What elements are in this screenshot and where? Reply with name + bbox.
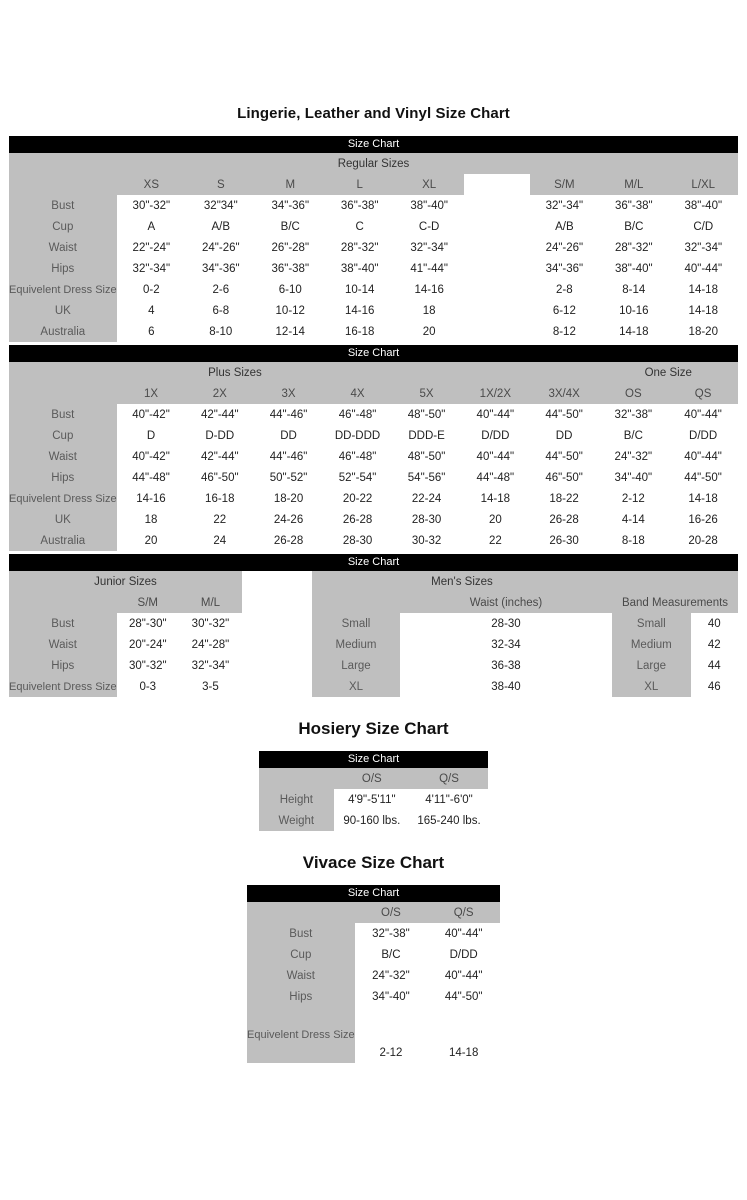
- cell: 18-22: [530, 488, 599, 509]
- cell: 18: [117, 509, 186, 530]
- cell: 32"-38": [598, 404, 668, 425]
- row-label-large: Large: [612, 655, 691, 676]
- mens-sizes-table: [312, 571, 612, 697]
- cell: 24"-26": [530, 237, 599, 258]
- cell: 40"-44": [461, 404, 530, 425]
- table-row: [9, 446, 738, 467]
- col-head-2x: 2X: [185, 383, 254, 404]
- col-head-band-measurements: Band Measurements: [612, 592, 738, 613]
- junior-mens-row: [9, 571, 738, 697]
- col-head-4x: 4X: [323, 383, 392, 404]
- cell: 2-8: [530, 279, 599, 300]
- cell: D/DD: [461, 425, 530, 446]
- table-row: [9, 676, 242, 697]
- cell: 38"-40": [669, 195, 738, 216]
- table-row: [312, 634, 612, 655]
- cell: D/DD: [668, 425, 738, 446]
- cell: 32"-34": [179, 655, 242, 676]
- cell: 38"-40": [599, 258, 668, 279]
- table-row: [9, 300, 738, 321]
- col-head-os: OS: [598, 383, 668, 404]
- hosiery-table: [259, 768, 488, 831]
- table-header-row: [312, 592, 612, 613]
- cell: 28-30: [323, 530, 392, 551]
- cell: 28"-32": [599, 237, 668, 258]
- cell: 24"-32": [355, 965, 428, 986]
- table-row: [9, 467, 738, 488]
- cell: 46"-50": [185, 467, 254, 488]
- row-label-large: Large: [312, 655, 400, 676]
- cell: 18-20: [254, 488, 323, 509]
- row-label-australia: Australia: [9, 530, 117, 551]
- cell: DDD-E: [392, 425, 461, 446]
- table-subhead-row: [312, 571, 612, 592]
- cell: 40"-44": [461, 446, 530, 467]
- cell: 32"-38": [355, 923, 428, 944]
- cell: 30"-32": [117, 655, 179, 676]
- cell: 16-18: [185, 488, 254, 509]
- cell: 36"-38": [599, 195, 668, 216]
- cell: 32"-34": [394, 237, 463, 258]
- table-row: [312, 655, 612, 676]
- table-row: [9, 258, 738, 279]
- cell: 30-32: [392, 530, 461, 551]
- cell: 10-14: [325, 279, 394, 300]
- row-label-bust: Bust: [9, 613, 117, 634]
- cell: 20: [117, 530, 186, 551]
- cell: 6-8: [186, 300, 255, 321]
- cell: 36-38: [400, 655, 612, 676]
- bottom-spacer: [0, 1063, 747, 1163]
- cell: 48"-50": [392, 404, 461, 425]
- cell: 3-5: [179, 676, 242, 697]
- cell: 44"-50": [530, 446, 599, 467]
- cell: 8-14: [599, 279, 668, 300]
- col-head-ml: M/L: [179, 592, 242, 613]
- cell: 26-28: [323, 509, 392, 530]
- cell: 44"-50": [530, 404, 599, 425]
- cell: 36"-38": [325, 195, 394, 216]
- row-label-hips: Hips: [247, 986, 355, 1007]
- table-row: [312, 613, 612, 634]
- col-head-0: [9, 383, 117, 404]
- row-label-hips: Hips: [9, 258, 117, 279]
- cell: 46: [691, 676, 738, 697]
- cell: 28-30: [392, 509, 461, 530]
- row-label-medium: Medium: [312, 634, 400, 655]
- row-label-cup: Cup: [9, 425, 117, 446]
- plus-sizes-section: [9, 345, 738, 551]
- cell: 28"-30": [117, 613, 179, 634]
- plus-subhead: Plus Sizes: [9, 362, 461, 383]
- col-head-m: M: [256, 174, 325, 195]
- cell: 0-3: [117, 676, 179, 697]
- row-label-equivalent-dress-size: Equivelent Dress Size: [247, 1007, 355, 1063]
- row-label-uk: UK: [9, 300, 117, 321]
- cell: 2-12: [355, 1007, 428, 1063]
- col-head-1x: 1X: [117, 383, 186, 404]
- col-head-sm: S/M: [117, 592, 179, 613]
- col-head-0: [9, 592, 117, 613]
- cell: 40: [691, 613, 738, 634]
- row-label-uk: UK: [9, 509, 117, 530]
- cell: C/D: [669, 216, 738, 237]
- cell: 32-34: [400, 634, 612, 655]
- col-head-3x4x: 3X/4X: [530, 383, 599, 404]
- cell: 22-24: [392, 488, 461, 509]
- cell: 4'11"-6'0": [410, 789, 488, 810]
- band-measurements-spacer: [612, 571, 738, 592]
- band-measurements-section: [612, 571, 738, 697]
- row-label-equivalent-dress-size: Equivelent Dress Size: [9, 676, 117, 697]
- table-header-row: [259, 768, 488, 789]
- junior-mens-size-chart-band: Size Chart: [9, 554, 738, 571]
- col-head-qs: Q/S: [410, 768, 488, 789]
- cell: 38-40: [400, 676, 612, 697]
- cell: 16-18: [325, 321, 394, 342]
- cell: 14-18: [669, 300, 738, 321]
- col-head-os: O/S: [334, 768, 410, 789]
- table-row: [612, 676, 738, 697]
- cell: A/B: [186, 216, 255, 237]
- table-row: [9, 404, 738, 425]
- col-head-5x: 5X: [392, 383, 461, 404]
- vivace-size-chart-band: Size Chart: [247, 885, 500, 902]
- table-row: [612, 655, 738, 676]
- cell: 38"-40": [394, 195, 463, 216]
- cell: 14-16: [117, 488, 186, 509]
- cell: 14-18: [668, 488, 738, 509]
- cell-spacer: [464, 195, 530, 216]
- one-size-subhead: One Size: [598, 362, 738, 383]
- cell: 50"-52": [254, 467, 323, 488]
- cell-spacer: [464, 258, 530, 279]
- col-head-os: O/S: [355, 902, 428, 923]
- plus-sizes-table: [9, 362, 738, 551]
- cell: 18-20: [669, 321, 738, 342]
- cell-spacer: [464, 216, 530, 237]
- cell: 34"-36": [256, 195, 325, 216]
- cell: 34"-40": [598, 467, 668, 488]
- junior-subhead: Junior Sizes: [9, 571, 242, 592]
- row-label-small: Small: [312, 613, 400, 634]
- cell: 46"-48": [323, 404, 392, 425]
- cell: B/C: [355, 944, 428, 965]
- cell: D: [117, 425, 186, 446]
- cell-spacer: [464, 300, 530, 321]
- row-label-xl: XL: [312, 676, 400, 697]
- row-label-hips: Hips: [9, 467, 117, 488]
- row-label-xl: XL: [612, 676, 691, 697]
- cell: 46"-50": [530, 467, 599, 488]
- table-row: [9, 634, 242, 655]
- cell: 20"-24": [117, 634, 179, 655]
- cell: 4: [117, 300, 186, 321]
- page-title: Lingerie, Leather and Vinyl Size Chart: [237, 105, 510, 122]
- row-label-height: Height: [259, 789, 334, 810]
- cell: 46"-48": [323, 446, 392, 467]
- row-label-cup: Cup: [247, 944, 355, 965]
- table-row: [9, 655, 242, 676]
- cell: 30"-32": [117, 195, 186, 216]
- cell: 14-18: [461, 488, 530, 509]
- cell: 40"-44": [427, 965, 500, 986]
- cell: D/DD: [427, 944, 500, 965]
- cell: 4'9"-5'11": [334, 789, 410, 810]
- cell-spacer: [464, 237, 530, 258]
- table-row: [9, 195, 738, 216]
- cell: 6: [117, 321, 186, 342]
- cell: 18: [394, 300, 463, 321]
- table-subhead-row: [9, 153, 738, 174]
- vivace-table: [247, 902, 500, 1063]
- cell: 26-28: [254, 530, 323, 551]
- row-label-waist: Waist: [9, 237, 117, 258]
- col-head-0: [9, 174, 117, 195]
- cell: 22"-24": [117, 237, 186, 258]
- table-row: [9, 321, 738, 342]
- cell: 36"-38": [256, 258, 325, 279]
- band-measurements-table: [612, 571, 738, 697]
- row-label-small: Small: [612, 613, 691, 634]
- cell: 40"-44": [668, 404, 738, 425]
- row-label-cup: Cup: [9, 216, 117, 237]
- table-header-row: [247, 902, 500, 923]
- cell: 32"-34": [530, 195, 599, 216]
- cell: 6-12: [530, 300, 599, 321]
- cell: D-DD: [185, 425, 254, 446]
- cell: 16-26: [668, 509, 738, 530]
- col-head-waist-inches: Waist (inches): [400, 592, 612, 613]
- cell: 44"-48": [117, 467, 186, 488]
- table-row: [247, 923, 500, 944]
- col-head-3x: 3X: [254, 383, 323, 404]
- cell: 14-16: [394, 279, 463, 300]
- table-row: [247, 965, 500, 986]
- cell: 40"-44": [427, 923, 500, 944]
- cell: 14-16: [325, 300, 394, 321]
- cell: 41"-44": [394, 258, 463, 279]
- cell: 20-28: [668, 530, 738, 551]
- cell: 14-18: [427, 1007, 500, 1063]
- regular-subhead: Regular Sizes: [9, 153, 738, 174]
- table-row: [9, 488, 738, 509]
- cell: 34"-36": [530, 258, 599, 279]
- cell: 0-2: [117, 279, 186, 300]
- cell: 165-240 lbs.: [410, 810, 488, 831]
- cell: 12-14: [256, 321, 325, 342]
- row-label-bust: Bust: [247, 923, 355, 944]
- table-row: [247, 1007, 500, 1063]
- table-row: [247, 944, 500, 965]
- cell: 28"-32": [325, 237, 394, 258]
- plus-subhead-spacer: [461, 362, 599, 383]
- cell: 26-28: [530, 509, 599, 530]
- cell: 24"-32": [598, 446, 668, 467]
- col-head-0: [259, 768, 334, 789]
- cell: 40"-44": [669, 258, 738, 279]
- plus-size-chart-band: Size Chart: [9, 345, 738, 362]
- cell: 20-22: [323, 488, 392, 509]
- cell: A: [117, 216, 186, 237]
- col-head-qs: Q/S: [427, 902, 500, 923]
- cell: 32"34": [186, 195, 255, 216]
- vivace-section: [247, 885, 500, 1063]
- table-header-row: [9, 174, 738, 195]
- table-header-row: [9, 383, 738, 404]
- row-label-equivalent-dress-size: Equivelent Dress Size: [9, 279, 117, 300]
- cell: 26-30: [530, 530, 599, 551]
- cell: 40"-42": [117, 404, 186, 425]
- col-head-spacer: [464, 174, 530, 195]
- row-label-waist: Waist: [9, 446, 117, 467]
- cell: 44"-50": [668, 467, 738, 488]
- cell: 44"-50": [427, 986, 500, 1007]
- cell: 44"-46": [254, 404, 323, 425]
- cell: 10-12: [256, 300, 325, 321]
- table-row: [9, 425, 738, 446]
- table-header-row: [612, 592, 738, 613]
- cell: 2-12: [598, 488, 668, 509]
- cell: B/C: [599, 216, 668, 237]
- regular-sizes-section: [9, 136, 738, 342]
- row-label-waist: Waist: [247, 965, 355, 986]
- cell: 8-10: [186, 321, 255, 342]
- table-subhead-row: [9, 571, 242, 592]
- row-label-australia: Australia: [9, 321, 117, 342]
- cell: 42"-44": [185, 446, 254, 467]
- cell: 2-6: [186, 279, 255, 300]
- cell: A/B: [530, 216, 599, 237]
- cell: 14-18: [599, 321, 668, 342]
- cell: DD: [254, 425, 323, 446]
- table-row: [612, 634, 738, 655]
- table-header-row: [9, 592, 242, 613]
- mens-sizes-section: [312, 571, 612, 697]
- cell: 44"-48": [461, 467, 530, 488]
- cell: B/C: [256, 216, 325, 237]
- cell: 42"-44": [185, 404, 254, 425]
- row-label-hips: Hips: [9, 655, 117, 676]
- table-row: [612, 613, 738, 634]
- row-label-bust: Bust: [9, 195, 117, 216]
- cell-spacer: [464, 321, 530, 342]
- cell: 24: [185, 530, 254, 551]
- row-label-waist: Waist: [9, 634, 117, 655]
- cell: 48"-50": [392, 446, 461, 467]
- row-label-equivalent-dress-size: Equivelent Dress Size: [9, 488, 117, 509]
- cell: 44"-46": [254, 446, 323, 467]
- col-head-xs: XS: [117, 174, 186, 195]
- cell: B/C: [598, 425, 668, 446]
- cell: 22: [185, 509, 254, 530]
- cell: 54"-56": [392, 467, 461, 488]
- table-row: [259, 810, 488, 831]
- cell: 44: [691, 655, 738, 676]
- table-row: [9, 509, 738, 530]
- cell: 8-12: [530, 321, 599, 342]
- table-row: [312, 676, 612, 697]
- cell: 34"-36": [186, 258, 255, 279]
- table-row: [9, 237, 738, 258]
- cell: 40"-44": [668, 446, 738, 467]
- cell: C: [325, 216, 394, 237]
- col-head-qs: QS: [668, 383, 738, 404]
- cell: 4-14: [598, 509, 668, 530]
- table-row: [9, 279, 738, 300]
- cell: 28-30: [400, 613, 612, 634]
- cell: 52"-54": [323, 467, 392, 488]
- cell: 32"-34": [669, 237, 738, 258]
- cell: 14-18: [669, 279, 738, 300]
- table-row: [9, 613, 242, 634]
- cell: 20: [461, 509, 530, 530]
- cell: 34"-40": [355, 986, 428, 1007]
- hosiery-size-chart-band: Size Chart: [259, 751, 488, 768]
- col-head-sm: S/M: [530, 174, 599, 195]
- hosiery-section: [259, 751, 488, 831]
- cell: 20: [394, 321, 463, 342]
- col-head-0: [247, 902, 355, 923]
- col-head-xl: XL: [394, 174, 463, 195]
- cell: 42: [691, 634, 738, 655]
- junior-sizes-section: [9, 571, 242, 697]
- cell: 24"-26": [186, 237, 255, 258]
- table-row: [9, 216, 738, 237]
- col-head-ml: M/L: [599, 174, 668, 195]
- cell: 90-160 lbs.: [334, 810, 410, 831]
- cell: 26"-28": [256, 237, 325, 258]
- cell: 6-10: [256, 279, 325, 300]
- regular-size-chart-band: Size Chart: [9, 136, 738, 153]
- col-head-s: S: [186, 174, 255, 195]
- cell: 38"-40": [325, 258, 394, 279]
- mens-subhead: Men's Sizes: [312, 571, 612, 592]
- hosiery-title: Hosiery Size Chart: [298, 719, 449, 738]
- cell: DD-DDD: [323, 425, 392, 446]
- cell: 30"-32": [179, 613, 242, 634]
- col-head-1x2x: 1X/2X: [461, 383, 530, 404]
- table-subhead-row: [9, 362, 738, 383]
- table-row: [247, 986, 500, 1007]
- cell: DD: [530, 425, 599, 446]
- col-head-l: L: [325, 174, 394, 195]
- vivace-title: Vivace Size Chart: [302, 853, 445, 872]
- row-label-bust: Bust: [9, 404, 117, 425]
- col-head-blank: [312, 592, 400, 613]
- row-label-medium: Medium: [612, 634, 691, 655]
- table-row: [9, 530, 738, 551]
- junior-sizes-table: [9, 571, 242, 697]
- cell: 40"-42": [117, 446, 186, 467]
- cell: C-D: [394, 216, 463, 237]
- table-row: [259, 789, 488, 810]
- table-subhead-row: [612, 571, 738, 592]
- cell: 32"-34": [117, 258, 186, 279]
- cell: 22: [461, 530, 530, 551]
- col-head-lxl: L/XL: [669, 174, 738, 195]
- row-label-weight: Weight: [259, 810, 334, 831]
- cell: 10-16: [599, 300, 668, 321]
- cell: 8-18: [598, 530, 668, 551]
- cell: 24-26: [254, 509, 323, 530]
- cell-spacer: [464, 279, 530, 300]
- cell: 24"-28": [179, 634, 242, 655]
- junior-mens-band-band-wrap: [9, 554, 738, 571]
- regular-sizes-table: [9, 153, 738, 342]
